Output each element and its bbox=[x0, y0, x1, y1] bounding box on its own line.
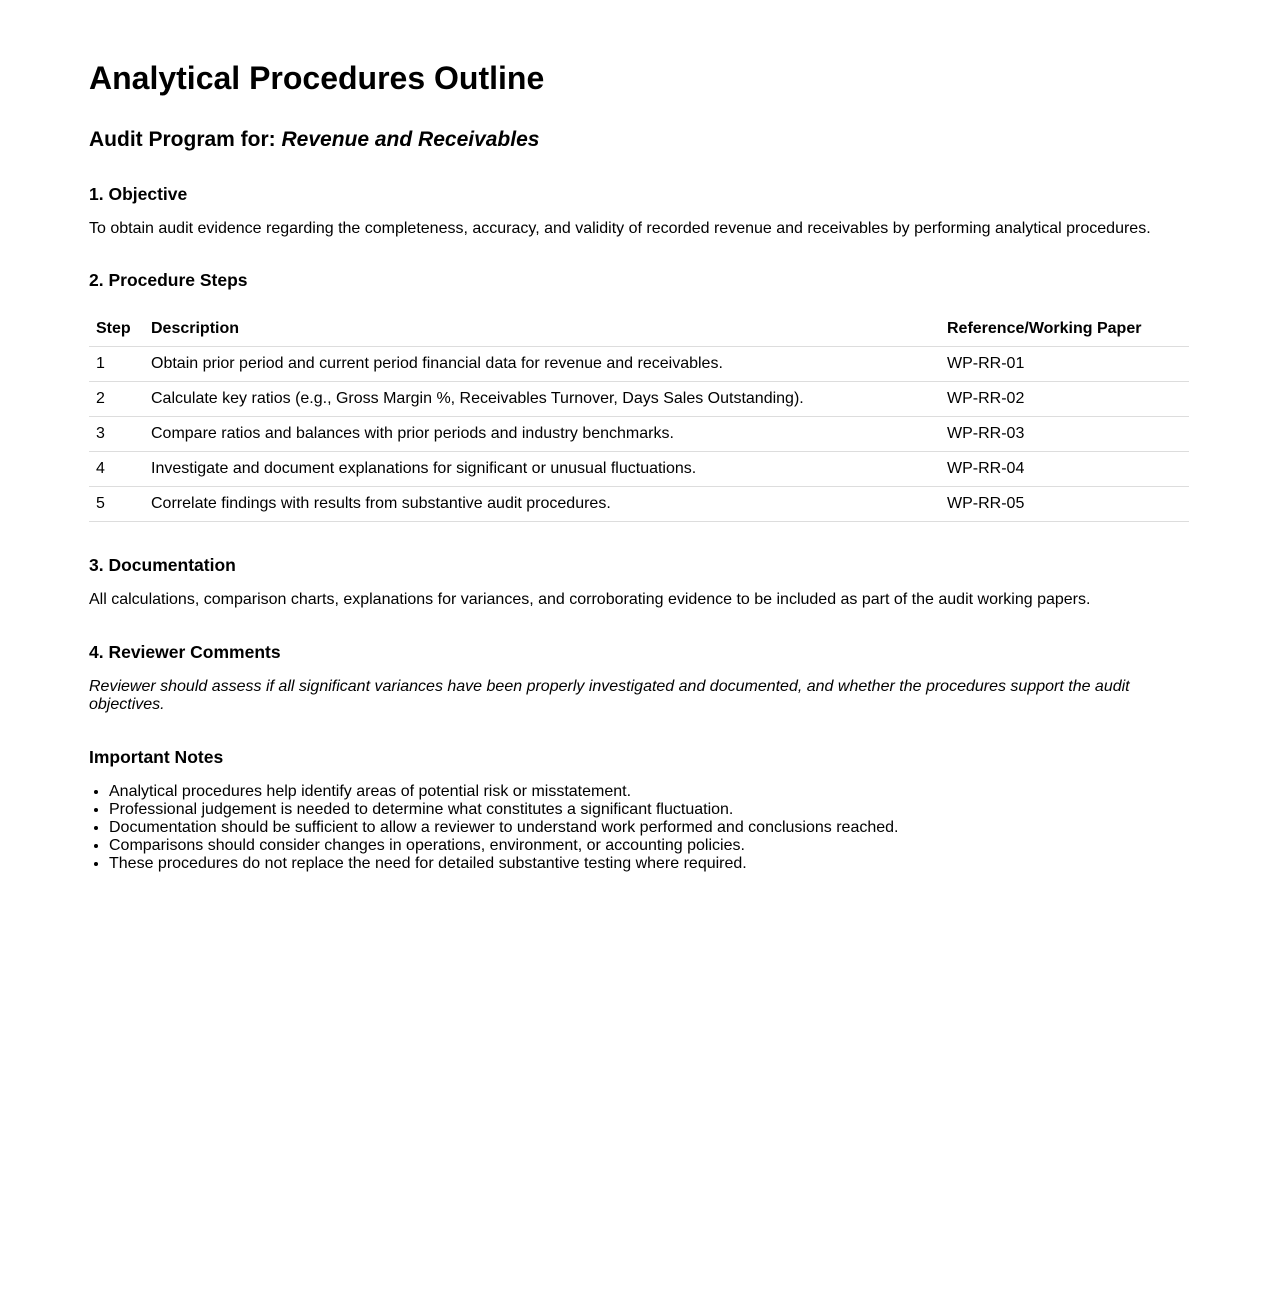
table-row bbox=[89, 487, 1189, 522]
step-description: Obtain prior period and current period financial data for revenue and receivables. bbox=[144, 347, 940, 382]
list-item: • Analytical procedures help identify areas of potential risk or misstatement. bbox=[109, 783, 1189, 801]
important-notes-heading: Important Notes bbox=[89, 747, 224, 767]
documentation-text: All calculations, comparison charts, explanations for variances, and corroborating evidence to be included as part of the audit working papers. bbox=[89, 591, 1091, 608]
step-reference: WP-RR-05 bbox=[940, 487, 1189, 522]
page-title: Analytical Procedures Outline bbox=[89, 60, 545, 96]
column-header-description: Description bbox=[144, 311, 940, 347]
objective-heading: 1. Objective bbox=[89, 184, 188, 204]
list-item: • Professional judgement is needed to determine what constitutes a significant fluctuation. bbox=[109, 801, 1189, 819]
step-number: 1 bbox=[89, 347, 144, 382]
step-number: 2 bbox=[89, 382, 144, 417]
step-number: 4 bbox=[89, 452, 144, 487]
documentation-heading: 3. Documentation bbox=[89, 555, 236, 575]
procedure-steps-table bbox=[89, 311, 1189, 522]
table-row bbox=[89, 417, 1189, 452]
important-notes-list bbox=[89, 783, 1189, 873]
step-description: Calculate key ratios (e.g., Gross Margin %, Receivables Turnover, Days Sales Outstanding). bbox=[144, 382, 940, 417]
subtitle-prefix: Audit Program for: bbox=[89, 128, 282, 151]
step-description: Correlate findings with results from substantive audit procedures. bbox=[144, 487, 940, 522]
column-header-step: Step bbox=[89, 311, 144, 347]
table-header-row bbox=[89, 311, 1189, 347]
step-reference: WP-RR-02 bbox=[940, 382, 1189, 417]
list-item: • These procedures do not replace the need for detailed substantive testing where required. bbox=[109, 855, 1189, 873]
list-item: • Comparisons should consider changes in operations, environment, or accounting policies. bbox=[109, 837, 1189, 855]
step-description: Compare ratios and balances with prior periods and industry benchmarks. bbox=[144, 417, 940, 452]
column-header-reference: Reference/Working Paper bbox=[940, 311, 1189, 347]
procedure-steps-heading: 2. Procedure Steps bbox=[89, 270, 248, 290]
table-row bbox=[89, 347, 1189, 382]
table-row bbox=[89, 452, 1189, 487]
reviewer-comments-text: Reviewer should assess if all significant variances have been properly investigated and documented, and whether the procedures support the audit objectives. bbox=[89, 678, 1130, 713]
audit-area: Revenue and Receivables bbox=[281, 128, 540, 151]
objective-text: To obtain audit evidence regarding the completeness, accuracy, and validity of recorded revenue and receivables by performing analytical procedures. bbox=[89, 220, 1151, 237]
reviewer-comments-heading: 4. Reviewer Comments bbox=[89, 642, 281, 662]
step-reference: WP-RR-04 bbox=[940, 452, 1189, 487]
step-number: 5 bbox=[89, 487, 144, 522]
table-row bbox=[89, 382, 1189, 417]
list-item: • Documentation should be sufficient to allow a reviewer to understand work performed and conclusions reached. bbox=[109, 819, 1189, 837]
step-reference: WP-RR-01 bbox=[940, 347, 1189, 382]
step-description: Investigate and document explanations for significant or unusual fluctuations. bbox=[144, 452, 940, 487]
audit-program-subtitle bbox=[89, 127, 1189, 153]
step-reference: WP-RR-03 bbox=[940, 417, 1189, 452]
step-number: 3 bbox=[89, 417, 144, 452]
